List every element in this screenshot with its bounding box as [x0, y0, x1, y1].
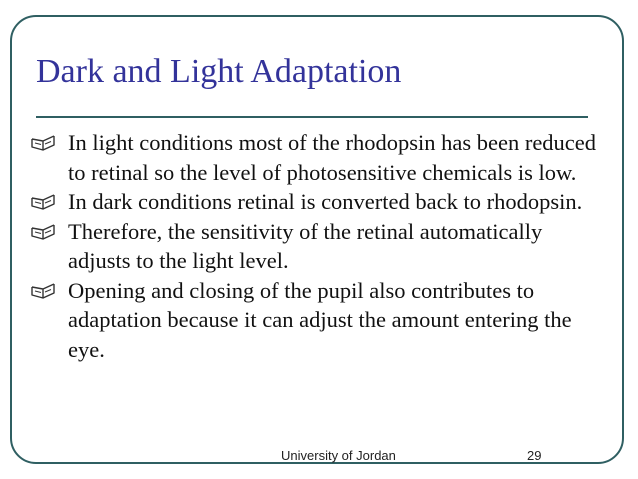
page-number: 29	[527, 448, 542, 463]
open-book-icon	[30, 134, 56, 152]
bullet-item	[24, 217, 604, 276]
bullet-item	[24, 276, 604, 365]
bullet-text: In dark conditions retinal is converted back to rhodopsin.	[68, 189, 583, 214]
bullet-list	[24, 128, 604, 364]
footer-institution: University of Jordan	[281, 448, 396, 463]
open-book-icon	[30, 223, 56, 241]
bullet-text: In light conditions most of the rhodopsin has been reduced to retinal so the level of photosensitive chemicals is low.	[68, 130, 597, 185]
bullet-item	[24, 128, 604, 187]
title-underline	[36, 116, 588, 118]
slide-title: Dark and Light Adaptation	[36, 53, 402, 90]
bullet-text: Therefore, the sensitivity of the retinal automatically adjusts to the light level.	[68, 218, 543, 273]
bullet-item	[24, 187, 604, 217]
bullet-text: Opening and closing of the pupil also contributes to adaptation because it can adjust the amount entering the eye.	[68, 277, 572, 362]
open-book-icon	[30, 193, 56, 211]
open-book-icon	[30, 282, 56, 300]
